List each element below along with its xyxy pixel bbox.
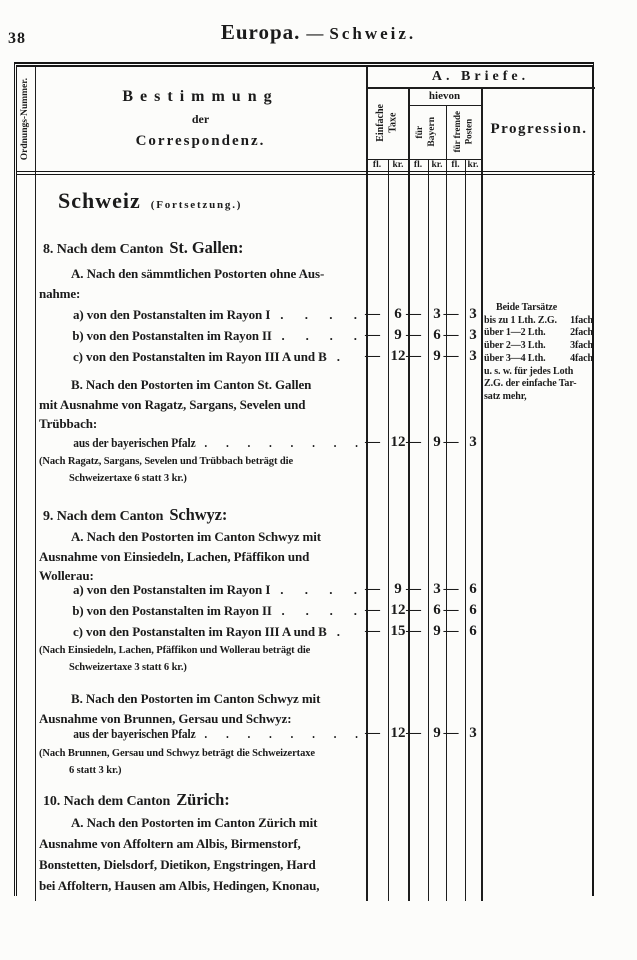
column-divider-bayern-fremde [446, 105, 447, 901]
value-einfache-kr: 12 [390, 433, 406, 450]
value-fremde-kr: 6 [469, 622, 477, 639]
value-einfache-fl: — [365, 601, 379, 618]
page-title [0, 20, 637, 45]
paragraph-9b-line2: Ausnahme von Brunnen, Gersau und Schwyz: [39, 711, 292, 726]
value-fremde-kr: 3 [469, 347, 477, 364]
tariff-values-row [366, 326, 481, 344]
row-8pfalz-text: aus der bayerischen Pfalz [73, 435, 196, 450]
section-8-canton: St. Gallen: [169, 238, 244, 257]
value-einfache-fl: — [365, 433, 379, 450]
value-fremde-fl: — [443, 326, 458, 343]
column-header-bestimmung [35, 67, 366, 171]
value-einfache-fl: — [365, 724, 379, 741]
value-bayern-fl: — [406, 347, 420, 364]
schweiz-heading: Schweiz [58, 188, 141, 213]
row-8a-text: a) von den Postanstalten im Rayon I [73, 307, 271, 322]
briefe-label: A. Briefe. [431, 69, 530, 84]
paragraph-10a-line4: bei Affoltern, Hausen am Albis, Hedingen, Knonau, [39, 878, 320, 893]
value-einfache-fl: — [365, 622, 379, 639]
progression-note-tail2: Z.G. der einfache Tar- [484, 378, 577, 390]
tariff-values-row [366, 347, 481, 365]
paragraph-9a-line3: Wollerau: [39, 568, 94, 583]
value-fremde-kr: 6 [469, 601, 477, 618]
tariff-values-row [366, 724, 481, 742]
rate-range: über 1—2 Lth. [484, 327, 546, 339]
bayern-line1: für [415, 125, 426, 139]
progression-rate-row [484, 340, 593, 353]
tariff-row-label [39, 603, 366, 619]
row-9b-text: b) von den Postanstalten im Rayon II [72, 603, 272, 618]
row-9c-dots: . [336, 624, 349, 639]
tariff-row-label [39, 328, 366, 344]
value-bayern-fl: — [406, 433, 420, 450]
section-10-canton: Zürich: [176, 790, 230, 809]
progression-label: Progression. [490, 120, 588, 137]
value-einfache-fl: — [365, 347, 379, 364]
value-bayern-kr: 6 [433, 601, 441, 618]
value-einfache-kr: 9 [394, 580, 402, 597]
value-einfache-fl: — [365, 305, 379, 322]
tariff-row-label [39, 307, 366, 323]
value-bayern-kr: 9 [433, 347, 441, 364]
fremde-line2: Posten [463, 119, 474, 145]
rate-range: bis zu 1 Lth. Z.G. [484, 314, 557, 326]
value-fremde-kr: 3 [469, 326, 477, 343]
bayern-line2: Bayern [427, 117, 437, 147]
section-9-canton: Schwyz: [169, 505, 228, 524]
section-heading-schweiz [39, 188, 366, 213]
row-9pfalz-text: aus der bayerischen Pfalz [73, 726, 196, 741]
column-divider-progression [481, 87, 483, 901]
page-number: 38 [8, 30, 26, 47]
row-9c-text: c) von den Postanstalten im Rayon III A und B [73, 624, 327, 639]
value-fremde-kr: 3 [469, 305, 477, 322]
progression-rate-row [484, 353, 593, 366]
column-header-hievon [408, 87, 481, 105]
rate-value: 3fach [570, 340, 593, 352]
section-8-prefix: 8. Nach dem Canton [43, 242, 164, 257]
hievon-label: hievon [428, 90, 461, 102]
value-bayern-kr: 3 [433, 580, 441, 597]
value-bayern-fl: — [406, 326, 420, 343]
section-10-title [39, 792, 366, 810]
fremde-line1: für fremde [452, 111, 463, 153]
einfache-taxe-line2: Taxe [387, 112, 398, 134]
value-einfache-kr: 15 [390, 622, 406, 639]
page-title-sub: Schweiz. [329, 24, 417, 43]
footnote-9b-line2: 6 statt 3 kr.) [69, 765, 122, 776]
value-fremde-fl: — [443, 622, 458, 639]
paragraph-10a-line2: Ausnahme von Affoltern am Albis, Birmenstorf, [39, 836, 301, 851]
progression-note-title: Beide Tarsätze [496, 302, 558, 313]
unit-fl-3: fl. [451, 160, 460, 170]
row-9a-text: a) von den Postanstalten im Rayon I [73, 582, 271, 597]
value-einfache-kr: 6 [394, 305, 402, 322]
row-8c-text: c) von den Postanstalten im Rayon III A und B [73, 349, 327, 364]
column-divider-einfache-flkr [388, 159, 389, 901]
value-bayern-fl: — [406, 580, 420, 597]
column-divider-fremde-flkr [465, 159, 466, 901]
row-8pfalz-dots: . . . . . . . . [204, 435, 366, 450]
fortsetzung-label: (Fortsetzung.) [150, 199, 243, 211]
column-header-ordnungs-nummer [17, 67, 35, 171]
paragraph-9a-line1: A. Nach den Postorten im Canton Schwyz mit [71, 529, 322, 544]
footnote-9-line1: (Nach Einsiedeln, Lachen, Pfäffikon und Wollerau beträgt die [39, 645, 311, 656]
progression-note [484, 302, 593, 404]
tariff-row-label [39, 435, 366, 451]
value-fremde-fl: — [443, 580, 458, 597]
bestimmung-line1: Bestimmung [122, 88, 279, 105]
column-divider-bayern-flkr [428, 159, 429, 901]
column-header-fuer-bayern [408, 105, 446, 159]
section-9-title [39, 507, 366, 525]
row-8b-text: b) von den Postanstalten im Rayon II [72, 328, 272, 343]
section-10-prefix: 10. Nach dem Canton [43, 794, 171, 809]
rate-range: über 3—4 Lth. [484, 352, 546, 364]
tariff-values-row [366, 580, 481, 598]
progression-rate-row [484, 315, 593, 328]
rate-value: 1fach [570, 314, 593, 326]
einfache-taxe-line1: Einfache [374, 104, 386, 142]
tariff-values-row [366, 622, 481, 640]
value-bayern-fl: — [406, 724, 420, 741]
tariff-row-label [39, 582, 366, 598]
value-einfache-fl: — [365, 326, 379, 343]
value-einfache-kr: 12 [390, 601, 406, 618]
paragraph-10a-line1: A. Nach den Postorten im Canton Zürich mit [71, 815, 318, 830]
footnote-9b-line1: (Nach Brunnen, Gersau und Schwyz beträgt die Schweizertaxe [39, 748, 315, 759]
section-8-title [39, 240, 366, 258]
value-einfache-kr: 12 [390, 347, 406, 364]
page-title-dash: — [306, 24, 324, 43]
value-bayern-kr: 6 [433, 326, 441, 343]
tariff-values-row [366, 305, 481, 323]
value-einfache-fl: — [365, 580, 379, 597]
tariff-row-label [39, 624, 366, 640]
value-fremde-kr: 6 [469, 580, 477, 597]
value-bayern-kr: 3 [433, 305, 441, 322]
tariff-table [14, 62, 594, 896]
value-fremde-fl: — [443, 305, 458, 322]
value-bayern-kr: 9 [433, 433, 441, 450]
tariff-values-row [366, 433, 481, 451]
value-einfache-kr: 12 [390, 724, 406, 741]
value-fremde-fl: — [443, 433, 458, 450]
page-title-main: Europa. [220, 20, 301, 44]
paragraph-9a-line2: Ausnahme von Einsiedeln, Lachen, Pfäffikon und [39, 549, 310, 564]
tariff-row-label [39, 726, 366, 742]
rate-value: 2fach [570, 327, 593, 339]
unit-kr-3: kr. [467, 160, 479, 170]
tariff-values-row [366, 601, 481, 619]
unit-fl-1: fl. [372, 160, 382, 170]
bestimmung-line2: der [191, 112, 210, 126]
rate-range: über 2—3 Lth. [484, 340, 546, 352]
row-8c-dots: . [336, 349, 349, 364]
value-bayern-fl: — [406, 601, 420, 618]
rate-value: 4fach [570, 352, 593, 364]
row-9pfalz-dots: . . . . . . . . [204, 726, 366, 741]
paragraph-8b-line1: B. Nach den Postorten im Canton St. Gallen [71, 377, 312, 392]
unit-kr-1: kr. [392, 160, 404, 170]
paragraph-9b-line1: B. Nach den Postorten im Canton Schwyz mit [71, 691, 321, 706]
bestimmung-line3: Correspondenz. [135, 133, 266, 149]
paragraph-8b-line2: mit Ausnahme von Ragatz, Sargans, Sevelen und [39, 397, 306, 412]
footnote-9-line2: Schweizertaxe 3 statt 6 kr.) [69, 662, 187, 673]
value-einfache-kr: 9 [394, 326, 402, 343]
unit-fl-2: fl. [413, 160, 423, 170]
column-divider-bestimmung [366, 67, 368, 901]
progression-rate-row [484, 327, 593, 340]
paragraph-8a-line1: A. Nach den sämmtlichen Postorten ohne Aus- [71, 266, 325, 281]
header-bottom-rule [17, 171, 595, 175]
unit-kr-2: kr. [431, 160, 443, 170]
paragraph-8a-line2: nahme: [39, 286, 81, 301]
paragraph-8b-line3: Trübbach: [39, 416, 98, 431]
value-fremde-kr: 3 [469, 724, 477, 741]
ordnungs-label: Ordnungs-Nummer. [20, 77, 31, 161]
value-fremde-fl: — [443, 347, 458, 364]
value-bayern-kr: 9 [433, 724, 441, 741]
unit-subheader-row [366, 159, 481, 171]
progression-note-tail1: u. s. w. für jedes Loth [484, 365, 574, 377]
column-divider-ordnungs [35, 67, 36, 901]
row-9b-dots: . . . . [281, 603, 366, 618]
value-fremde-fl: — [443, 601, 458, 618]
column-header-fuer-fremde-posten [446, 105, 481, 159]
column-header-progression [483, 87, 595, 171]
tariff-row-label [39, 349, 366, 365]
footnote-8-line2: Schweizertaxe 6 statt 3 kr.) [69, 473, 187, 484]
paragraph-10a-line3: Bonstetten, Dielsdorf, Dietikon, Engstringen, Hard [39, 857, 316, 872]
column-divider-einfache-bayern [408, 87, 410, 901]
value-bayern-fl: — [406, 305, 420, 322]
row-9a-dots: . . . . [280, 582, 367, 597]
value-fremde-kr: 3 [469, 433, 477, 450]
value-bayern-fl: — [406, 622, 420, 639]
progression-note-tail3: satz mehr, [484, 390, 527, 402]
row-8b-dots: . . . . [281, 328, 366, 343]
value-fremde-fl: — [443, 724, 458, 741]
value-bayern-kr: 9 [433, 622, 441, 639]
footnote-8-line1: (Nach Ragatz, Sargans, Sevelen und Trübbach beträgt die [39, 456, 294, 467]
row-8a-dots: . . . . [280, 307, 367, 322]
section-9-prefix: 9. Nach dem Canton [43, 509, 164, 524]
column-header-briefe [366, 67, 595, 87]
column-header-einfache-taxe [366, 87, 408, 159]
